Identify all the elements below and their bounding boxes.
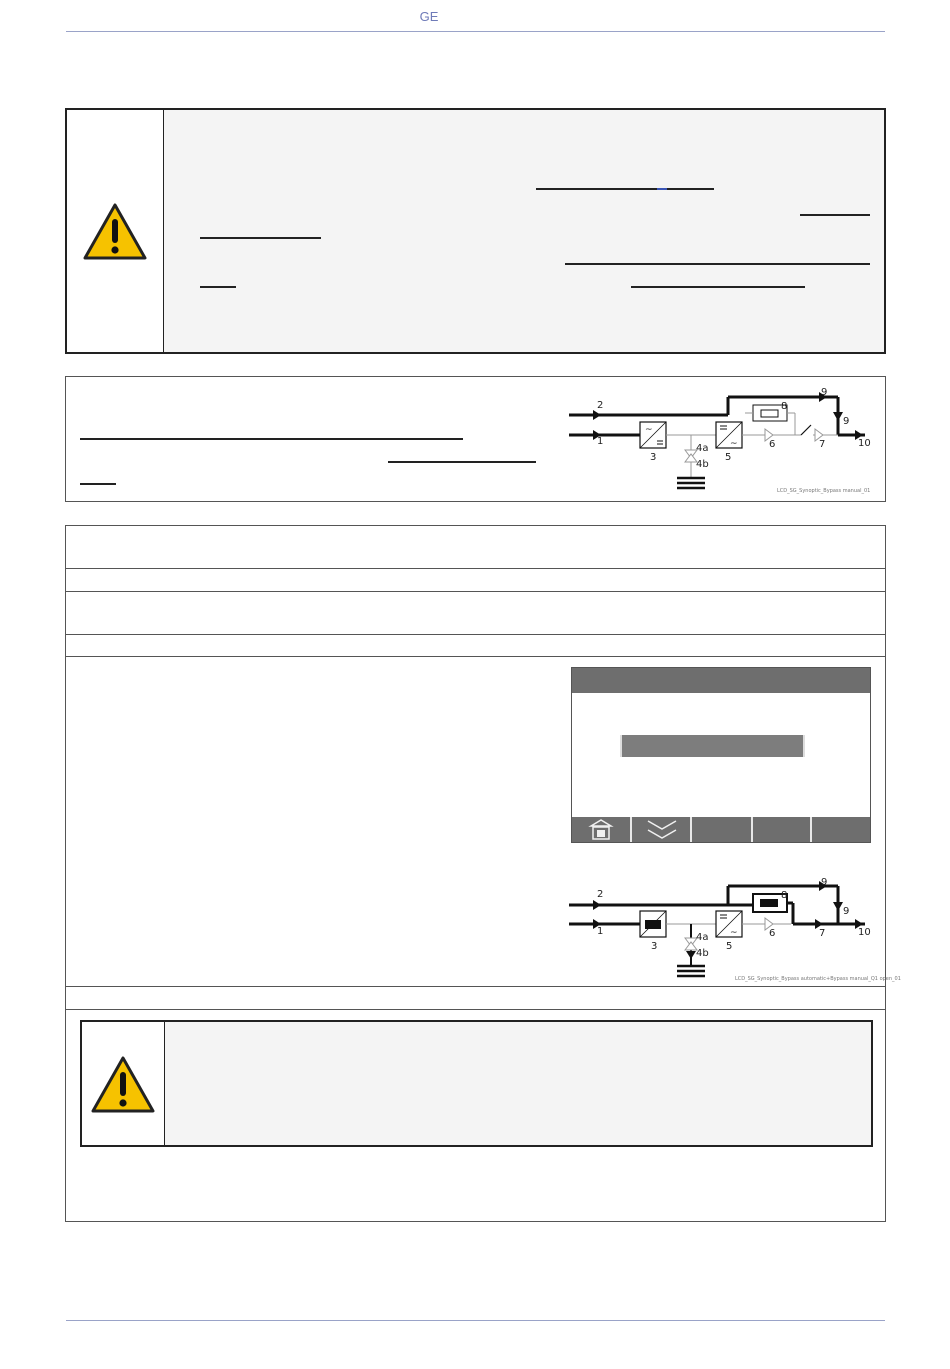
diagram-label: 1 — [597, 436, 604, 447]
warning-box-2 — [80, 1020, 873, 1147]
synoptic-diagram-bottom — [565, 873, 901, 985]
diagram-label: 10 — [858, 438, 871, 449]
diagram-caption: LCD_SG_Synoptic_Bypass automatic+Bypass manual_Q1 open_01 — [735, 976, 901, 982]
text-underline — [565, 263, 870, 265]
lcd-home-button[interactable] — [572, 817, 630, 842]
diagram-label: 9 — [821, 387, 828, 398]
lcd-selected-item[interactable] — [620, 735, 805, 757]
header-brand: GE — [419, 9, 439, 24]
diagram-label: 8 — [781, 890, 788, 901]
text-underline — [536, 188, 714, 190]
diagram-label: 5 — [726, 941, 733, 952]
text-underline — [388, 461, 536, 463]
diagram-label: 7 — [819, 439, 826, 450]
svg-text:~: ~ — [645, 425, 653, 435]
text-underline — [80, 438, 463, 440]
warning-triangle-icon — [90, 1055, 156, 1115]
double-chevron-down-icon — [632, 817, 692, 842]
diagram-label: 9 — [843, 906, 850, 917]
row-divider — [66, 986, 885, 987]
diagram-label: 4a — [696, 443, 709, 454]
diagram-label: 3 — [650, 452, 657, 463]
home-icon — [572, 817, 630, 842]
text-underline — [80, 483, 116, 485]
row-divider — [66, 568, 885, 569]
diagram-label: 6 — [769, 928, 776, 939]
row-divider — [66, 1009, 885, 1010]
diagram-label: 5 — [725, 452, 732, 463]
diagram-caption: LCD_SG_Synoptic_Bypass manual_01 — [777, 488, 871, 494]
diagram-label: 8 — [781, 401, 788, 412]
lcd-softkey-4[interactable] — [751, 817, 811, 842]
row-divider — [66, 591, 885, 592]
diagram-label: 3 — [651, 941, 658, 952]
svg-text:~: ~ — [730, 928, 738, 938]
lcd-title-bar — [572, 668, 870, 693]
footer-rule — [66, 1320, 885, 1321]
warning-icon-cell — [67, 110, 164, 352]
diagram-label: 4a — [696, 932, 709, 943]
text-link-underline — [657, 188, 667, 190]
lcd-footer — [572, 817, 870, 842]
text-underline — [631, 286, 805, 288]
warning-icon-cell — [82, 1022, 165, 1145]
synoptic-diagram-top — [565, 382, 877, 498]
header-rule — [66, 31, 885, 32]
diagram-label: 4b — [696, 459, 709, 470]
diagram-label: 9 — [821, 877, 828, 888]
text-underline — [200, 286, 236, 288]
diagram-label: 2 — [597, 889, 604, 900]
text-underline — [800, 214, 870, 216]
diagram-label: 10 — [858, 927, 871, 938]
warning-box-1 — [65, 108, 886, 354]
lcd-panel — [571, 667, 871, 843]
lcd-down-button[interactable] — [630, 817, 692, 842]
lcd-softkey-3[interactable] — [690, 817, 752, 842]
row-divider — [66, 656, 885, 657]
warning-triangle-icon — [82, 202, 148, 262]
diagram-label: 1 — [597, 926, 604, 937]
svg-text:~: ~ — [730, 439, 738, 449]
diagram-label: 2 — [597, 400, 604, 411]
lcd-softkey-5[interactable] — [810, 817, 872, 842]
diagram-label: 6 — [769, 439, 776, 450]
diagram-label: 4b — [696, 948, 709, 959]
diagram-label: 9 — [843, 416, 850, 427]
diagram-label: 7 — [819, 928, 826, 939]
row-divider — [66, 634, 885, 635]
text-underline — [200, 237, 321, 239]
